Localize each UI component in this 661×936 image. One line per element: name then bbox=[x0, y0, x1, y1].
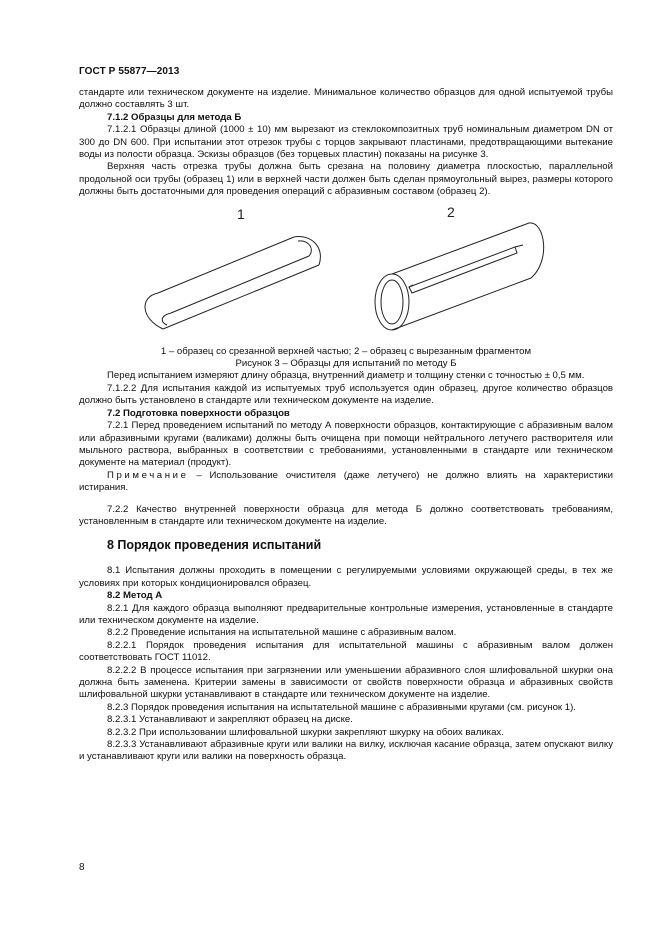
sample-2-front-end bbox=[375, 274, 409, 330]
section-heading-7-2: 7.2 Подготовка поверхности образцов bbox=[107, 407, 290, 419]
note-label: Примечание bbox=[107, 469, 189, 481]
sample-1-outer-left-arc bbox=[145, 293, 163, 329]
paragraph-7-2-1: 7.2.1 Перед проведением испытаний по методу А поверхности образцов, контактирующие с абразивным валом или абразивными кругами (валиками) должны быть очищена при помощи нейтрального летучего растворителя или мыльного раствора, выбранных в соответствии с требованиями, установленными в стандарте или техническом документе на материал (продукт). bbox=[79, 420, 613, 469]
sample-2-drawing bbox=[375, 223, 544, 330]
paragraph-8-2-3-2: 8.2.3.2 При использовании шлифовальной шкурки закрепляют шкурку на обоих валиках. bbox=[107, 726, 504, 738]
sample-2-cutout bbox=[409, 247, 517, 293]
sample-1-inner-edge bbox=[171, 256, 309, 313]
paragraph-7-1-2-2: 7.1.2.2 Для испытания каждой из испытуемых труб используется один образец, другое количество образцов должно быть установлено в стандарте или техническом документе на изделие. bbox=[79, 382, 613, 407]
paragraph-8-2-1: 8.2.1 Для каждого образца выполняют предварительные контрольные измерения, установленные в стандарте или техническом документе на изделие. bbox=[79, 602, 613, 626]
section-heading-7-1-2: 7.1.2 Образцы для метода Б bbox=[107, 111, 242, 123]
paragraph-7-1-2-1: 7.1.2.1 Образцы длиной (1000 ± 10) мм вырезают из стеклокомпозитных труб номинальным диаметром DN от 300 до DN 600. При испытании этот отрезок трубы с торцов закрывают пластинами, предотвращающими вытекание воды из полости образца. Эскизы образцов (без торцевых пластин) показаны на рисунке 3. bbox=[79, 124, 613, 161]
paragraph-upper-part: Верхняя часть отрезка трубы должна быть срезана на половину диаметра плоскостью, параллельной продольной оси трубы (образец 1) или в верхней части должен быть сделан прямоугольный вырез, размеры которого должны быть достаточными для проведения операций с абразивным составом (образец 2). bbox=[79, 161, 613, 198]
paragraph-8-2-2: 8.2.2 Проведение испытания на испытательной машине с абразивным валом. bbox=[107, 627, 457, 639]
paragraph-8-2-3: 8.2.3 Порядок проведения испытания на испытательной машине с абразивными кругами (см. рисунок 1). bbox=[107, 701, 576, 713]
figure-3-drawing bbox=[79, 201, 613, 346]
figure-label-2: 2 bbox=[447, 203, 455, 220]
sample-2-top-edge bbox=[392, 223, 529, 274]
note-text: – Использование очистителя (даже летучего) не должно влиять на характеристики истирания. bbox=[79, 469, 613, 494]
document-header: ГОСТ Р 55877—2013 bbox=[79, 66, 180, 77]
paragraph-8-2-2-1: 8.2.2.1 Порядок проведения испытания для испытательной машины с абразивным валом должен соответствовать ГОСТ 11012. bbox=[79, 639, 613, 664]
paragraph-before-test: Перед испытанием измеряют длину образца, внутренний диаметр и толщину стенки с точностью ± 0,5 мм. bbox=[107, 370, 585, 382]
paragraph-continuation: стандарте или техническом документе на изделие. Минимальное количество образцов для одной испытуемой трубы должно составлять 3 шт. bbox=[79, 87, 613, 111]
paragraph-8-2-2-2: 8.2.2.2 В процессе испытания при загрязнении или уменьшении абразивного слоя шлифовальной шкурки она должна быть заменена. Критерии замены в зависимости от свойств поверхности образца и абразивных свойств шлифовальной шкурки устанавливают в стандарте или техническом документе на изделие. bbox=[79, 664, 613, 701]
paragraph-8-2-3-3: 8.2.3.3 Устанавливают абразивные круги или валики на вилку, исключая касание образца, затем опускают вилку и устанавливают круги или валики на поверхность образца. bbox=[79, 739, 613, 763]
sample-2-front-inner bbox=[381, 280, 403, 324]
paragraph-8-2-3-1: 8.2.3.1 Устанавливают и закрепляют образец на диске. bbox=[107, 714, 353, 726]
figure-label-1: 1 bbox=[237, 205, 245, 222]
sample-1-bottom-edge bbox=[163, 265, 319, 329]
section-heading-8-2: 8.2 Метод А bbox=[107, 590, 163, 602]
page-number: 8 bbox=[79, 862, 85, 873]
paragraph-8-1: 8.1 Испытания должны проходить в помещении с регулируемыми условиями окружающей среды, в тех же условиях при которых кондиционировался образец. bbox=[79, 565, 613, 589]
paragraph-7-2-2: 7.2.2 Качество внутренней поверхности образца для метода Б должно соответствовать требованиям, установленным в стандарте или техническом документе на изделие. bbox=[79, 503, 613, 527]
sample-1-top-edge bbox=[158, 237, 294, 293]
note bbox=[79, 470, 613, 495]
sample-1-right-inner-arc bbox=[298, 241, 311, 256]
figure-caption: Рисунок 3 – Образцы для испытаний по методу Б bbox=[235, 358, 457, 370]
figure-3 bbox=[79, 201, 613, 346]
sample-2-back-end bbox=[529, 223, 544, 278]
figure-legend: 1 – образец со срезанной верхней частью; 2 – образец с вырезанным фрагментом bbox=[160, 345, 532, 357]
sample-1-drawing bbox=[145, 236, 320, 328]
section-heading-8: 8 Порядок проведения испытаний bbox=[107, 538, 322, 553]
sample-1-inner-left-arc bbox=[162, 313, 171, 325]
page-content bbox=[79, 87, 613, 764]
